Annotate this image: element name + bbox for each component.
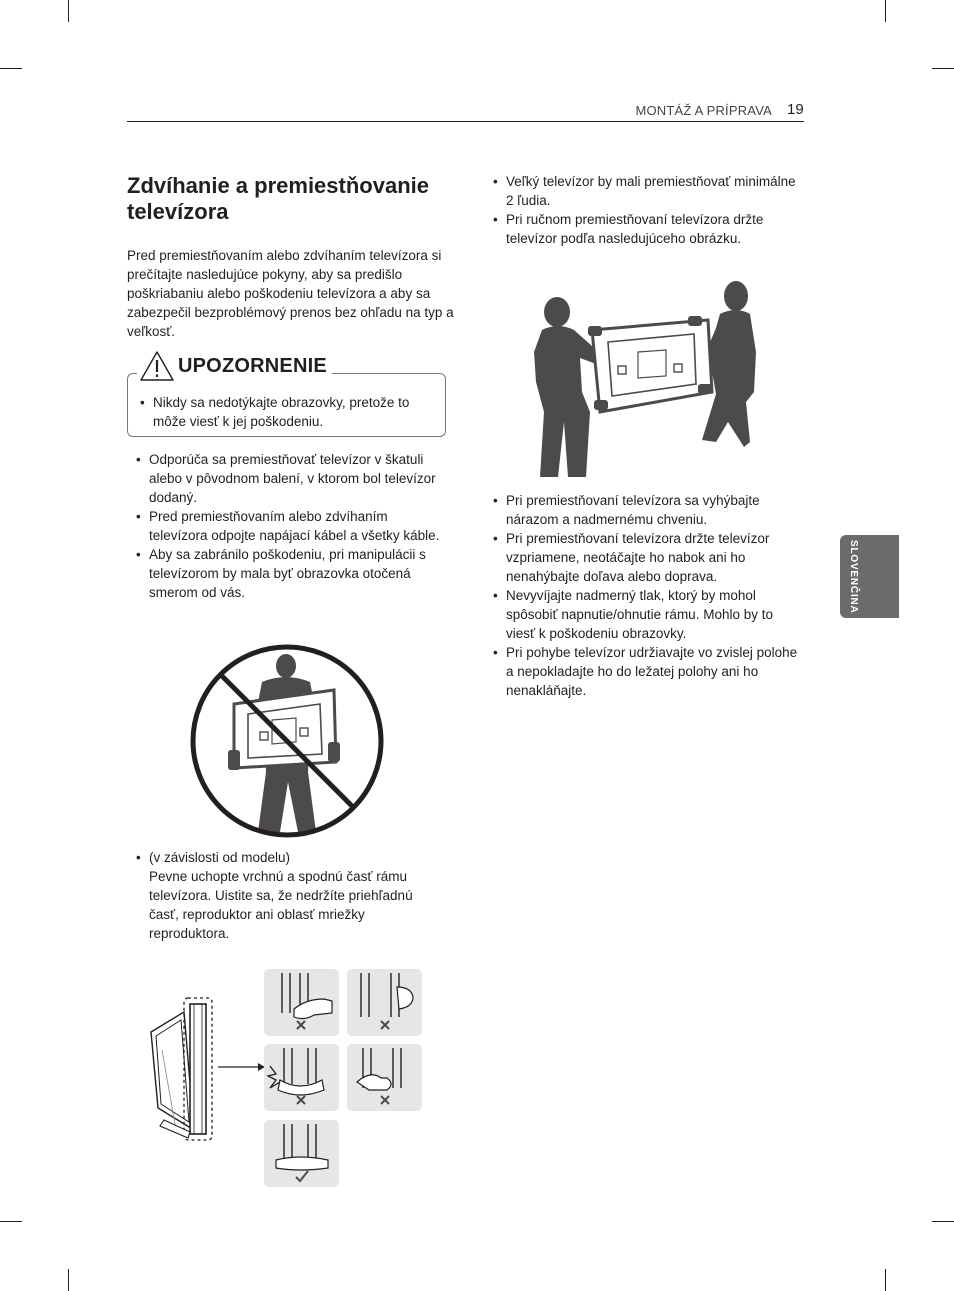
list-item: • Pri premiestňovaní televízora držte televízor vzpriamene, neotáčajte ho nabok ani ho nenahýbajte doľava alebo doprava.	[493, 529, 803, 586]
grip-drawing	[347, 1044, 422, 1111]
caution-title: UPOZORNENIE	[178, 354, 327, 377]
crop-mark	[68, 1269, 69, 1291]
caution-list	[140, 393, 440, 431]
list-item	[136, 848, 446, 943]
two-person-carry-illustration	[530, 272, 760, 477]
list-item: • Odporúča sa premiestňovať televízor v škatuli alebo v pôvodnom balení, v ktorom bol televízor dodaný.	[136, 450, 446, 507]
grip-drawing	[264, 969, 339, 1036]
prohibited-carry-illustration	[188, 642, 386, 840]
warning-triangle-icon	[139, 350, 175, 382]
header-rule	[127, 121, 804, 122]
list-item: • Pri ručnom premiestňovaní televízora držte televízor podľa nasledujúceho obrázku.	[493, 210, 803, 248]
model-note-instruction: Pevne uchopte vrchnú a spodnú časť rámu televízora. Uistite sa, že nedržíte priehľadnú časť, reproduktor ani oblasť mriežky reproduktora.	[149, 869, 413, 941]
caution-item: • Nikdy sa nedotýkajte obrazovky, pretože to môže viesť k jej poškodeniu.	[140, 393, 440, 431]
caution-header	[137, 350, 332, 382]
crop-mark	[932, 1221, 954, 1222]
list-item: • Pri pohybe televízor udržiavajte vo zvislej polohe a nepokladajte ho do ležatej polohy ani ho nenakláňajte.	[493, 643, 803, 700]
crop-mark	[0, 1221, 22, 1222]
grip-example-side-wrong	[347, 969, 422, 1036]
crop-mark	[885, 0, 886, 22]
transport-tips-list	[493, 491, 803, 700]
crop-mark	[885, 1269, 886, 1291]
list-item: • Veľký televízor by mali premiestňovať minimálne 2 ľudia.	[493, 172, 803, 210]
grip-example-correct	[264, 1120, 339, 1187]
page-number: 19	[787, 101, 804, 118]
list-item: • Aby sa zabránilo poškodeniu, pri manipulácii s televízorom by mala byť obrazovka otočená smerom od vás.	[136, 545, 446, 602]
grip-example-fist-wrong	[347, 1044, 422, 1111]
page-title: Zdvíhanie a premiestňovanie televízora	[127, 173, 429, 224]
grip-example-impact-wrong	[264, 1044, 339, 1111]
model-note-condition: (v závislosti od modelu)	[149, 850, 291, 865]
list-item: • Pri premiestňovaní televízora sa vyhýbajte nárazom a nadmernému chveniu.	[493, 491, 803, 529]
grip-drawing	[347, 969, 422, 1036]
crop-mark	[68, 0, 69, 22]
language-tab-label: SLOVENČINA	[848, 540, 859, 614]
grip-drawing	[264, 1120, 339, 1187]
crop-mark	[932, 68, 954, 69]
intro-paragraph: Pred premiestňovaním alebo zdvíhaním televízora si prečítajte nasledujúce pokyny, aby sa predišlo poškriabaniu alebo poškodeniu televízora a aby sa zabezpečil bezproblémový prenos bez ohľadu na typ a veľkosť.	[127, 248, 454, 339]
list-item: • Nevyvíjajte nadmerný tlak, ktorý by mohol spôsobiť napnutie/ohnutie rámu. Mohlo by to viesť k poškodeniu obrazovky.	[493, 586, 803, 643]
crop-mark	[0, 68, 22, 69]
section-header: MONTÁŽ A PRÍPRAVA	[635, 103, 772, 118]
tv-frame-side-illustration	[148, 990, 266, 1145]
list-item: • Pred premiestňovaním alebo zdvíhaním televízora odpojte napájací kábel a všetky káble.	[136, 507, 446, 545]
model-note-list	[136, 848, 446, 943]
grip-drawing	[264, 1044, 339, 1111]
grip-example-bottom-wrong	[264, 969, 339, 1036]
two-person-list	[493, 172, 803, 248]
handling-list	[136, 450, 446, 602]
